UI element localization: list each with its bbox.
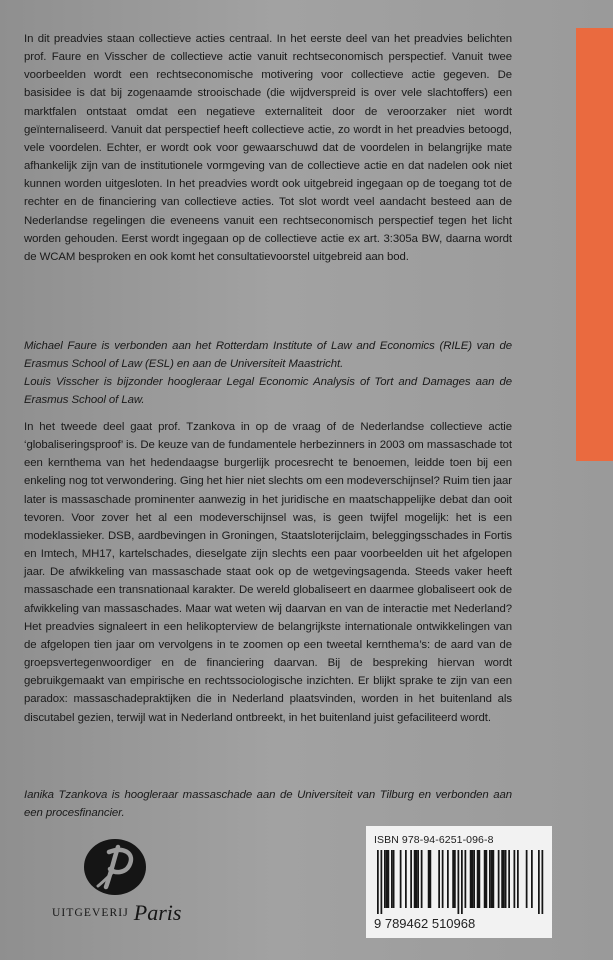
author-bio-faure: Michael Faure is verbonden aan het Rotterdam Institute of Law and Economics (RILE) van de Erasmus School of Law (ESL) en aan de Universiteit Maastricht.: [24, 340, 512, 371]
barcode-bar: [417, 850, 419, 908]
barcode-bar: [484, 850, 486, 908]
barcode-bar: [501, 850, 503, 908]
barcode-bar: [461, 850, 463, 914]
barcode-bar: [498, 850, 500, 908]
barcode-bars: [374, 850, 544, 914]
publisher-monogram-icon: [80, 838, 150, 898]
barcode-bar: [442, 850, 444, 908]
barcode-bar: [388, 850, 390, 908]
barcode-bar: [473, 850, 475, 908]
author-bio-visscher: Louis Visscher is bijzonder hoogleraar Legal Economic Analysis of Tort and Damages aan de Erasmus School of Law.: [24, 376, 512, 407]
barcode-bar: [421, 850, 423, 908]
barcode-bar: [405, 850, 407, 908]
barcode-bar: [486, 850, 488, 908]
publisher-logo: [52, 838, 197, 934]
barcode-bar: [400, 850, 402, 908]
barcode-bar: [454, 850, 456, 908]
barcode-bar: [489, 850, 491, 908]
barcode-bar: [384, 850, 386, 908]
barcode-bar: [428, 850, 430, 908]
author-bio-faure-visscher: [24, 337, 512, 410]
barcode-bar: [393, 850, 395, 908]
barcode-bar: [381, 850, 383, 914]
barcode-bar: [517, 850, 519, 908]
barcode-bar: [416, 850, 418, 908]
barcode-bar: [414, 850, 416, 908]
barcode-bar: [465, 850, 467, 908]
barcode-bar: [514, 850, 516, 908]
barcode-bar: [447, 850, 449, 908]
isbn-label: ISBN 978-94-6251-096-8: [374, 834, 494, 846]
isbn-barcode-panel: [366, 826, 552, 938]
barcode-bar: [503, 850, 505, 908]
barcode-bar: [479, 850, 481, 908]
publisher-name: Paris: [133, 900, 182, 925]
barcode-bar: [458, 850, 460, 914]
barcode-bar: [477, 850, 479, 908]
barcode-bar: [531, 850, 533, 908]
barcode-number: 9 789462 510968: [374, 916, 476, 931]
barcode-bar: [493, 850, 495, 908]
summary-paragraph-part-one: In dit preadvies staan collectieve acties centraal. In het eerste deel van het preadvies belichten prof. Faure en Visscher de collectieve actie vanuit rechtseconomisch perspectief. Vanuit twee voorbeelden wordt een rechtseconomische motivering voor collectieve actie gegeven. De basisidee is dat bij zogenaamde strooischade (die wijdverspreid is over vele slachtoffers) een marktfalen ontstaat omdat een negatieve externaliteit door de veroorzaker niet wordt geïnternaliseerd. Vanuit dat perspectief heeft collectieve actie, zo wordt in het preadvies betoogd, vele voordelen. Echter, er wordt ook voor gewaarschuwd dat de voordelen in belangrijke mate afhankelijk zijn van de institutionele vormgeving van de collectieve actie en dat nadelen ook niet kunnen worden uitgesloten. In het preadvies wordt ook uitgebreid ingegaan op de toegang tot de rechter en de financiering van collectieve acties. Tot slot wordt veel aandacht besteed aan de Nederlandse regelingen die eveneens vanuit een rechtseconomisch perspectief tegen het licht worden gehouden. Eerst wordt ingegaan op de collectieve actie ex art. 3:305a BW, daarna wordt de WCAM besproken en ook komt het consultatievoorstel uitgebreid aan bod.: [24, 33, 512, 263]
barcode-bar: [526, 850, 528, 908]
barcode-bar: [452, 850, 454, 908]
barcode-bar: [491, 850, 493, 908]
barcode-bar: [391, 850, 393, 908]
barcode-bar: [538, 850, 540, 914]
barcode-bar: [508, 850, 510, 908]
publisher-wordmark: [52, 900, 202, 928]
barcode-bar: [470, 850, 472, 908]
barcode-bar: [386, 850, 388, 908]
barcode-bar: [430, 850, 432, 908]
barcode-bar: [377, 850, 379, 914]
author-bio-tzankova: Ianika Tzankova is hoogleraar massaschade aan de Universiteit van Tilburg en verbonden aan een procesfinancier.: [24, 789, 512, 820]
barcode-bar: [472, 850, 474, 908]
barcode-bar: [542, 850, 544, 914]
summary-paragraph-part-two: In het tweede deel gaat prof. Tzankova in op de vraag of de Nederlandse collectieve actie ‘globaliseringsproof’ is. De keuze van de fundamentele herbezinners in 2003 om massaschade tot een kernthema van het hedendaagse burgerlijk procesrecht te benoemen, leidde toen bij een enkeling nog tot verwondering. Ging het hier niet slechts om een modeverschijnsel? Ruim tien jaar later is massaschade prominenter aanwezig in het juridische en maatschappelijke debat dan ooit tevoren. Voor zover het al een modeverschijnsel was, is geen twijfel mogelijk: het is een modeklassieker. DSB, aardbevingen in Groningen, Staatsloterijclaim, beleggingsschades in Fortis en Imtech, MH17, kartelschades, dieselgate zijn slechts een paar voorbeelden uit het afgelopen jaar. De afwikkeling van massaschade staat ook op de wetgevingsagenda. Steeds vaker heeft massaschade een transnationaal karakter. De wereld globaliseert en daarmee globaliseert ook de afwikkeling van massaschades. Maar wat weten wij daarvan en van de interactie met Nederland? Het preadvies signaleert in een helikopterview de belangrijkste internationale ontwikkelingen van de afgelopen tien jaar om vervolgens in te zoomen op een tweetal kernthema’s: de aard van de groepsvertegenwoordiger en de financiering daarvan. Bij de bespreking hiervan wordt gebruikgemaakt van empirische en rechtssociologische inzichten. Er blijkt sprake te zijn van een paradox: massaschadepraktijken die in Nederland plaatsvinden, worden in het buitenland als discutabel gezien, terwijl wat in Nederland ontbreekt, in het buitenland juist gefaciliteerd wordt.: [24, 421, 513, 724]
publisher-prefix: UITGEVERIJ: [52, 907, 129, 919]
barcode-bar: [438, 850, 440, 908]
orange-accent-strip: [576, 28, 613, 461]
barcode-bar: [505, 850, 507, 908]
barcode-bar: [410, 850, 412, 908]
